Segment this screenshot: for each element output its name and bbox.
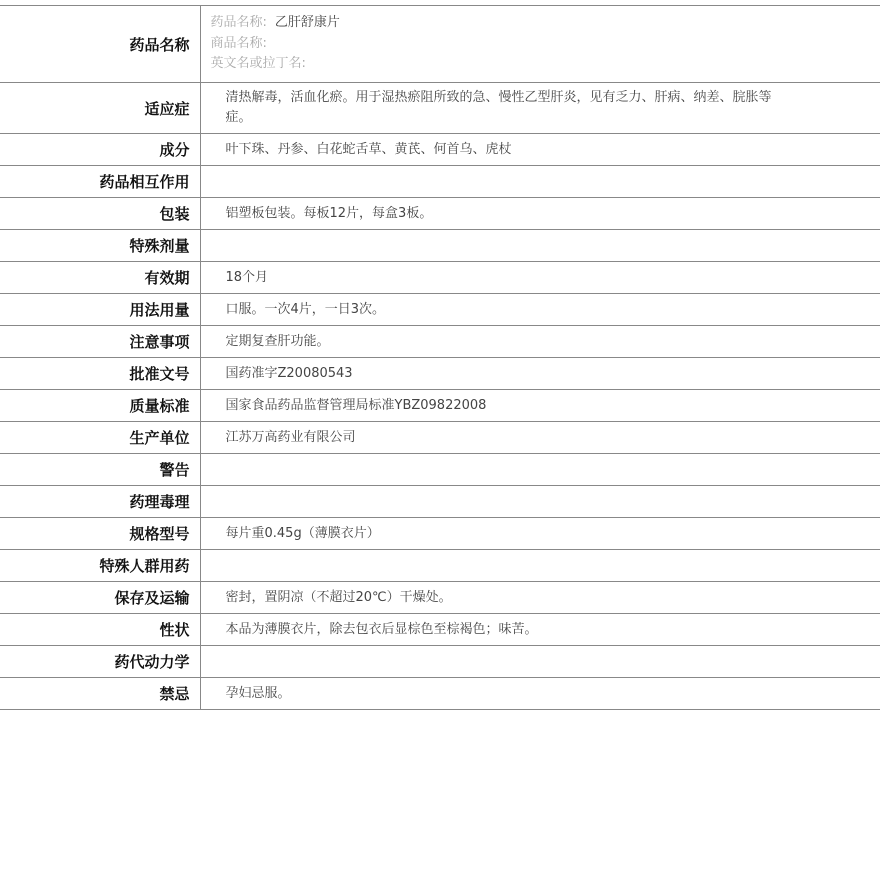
spec-value: 密封，置阴凉（不超过20℃）干燥处。 [225,589,452,605]
spec-row-description [0,614,880,646]
spec-row-pharmacokinetics [0,646,880,678]
spec-row-special-dosage [0,230,880,262]
drug-spec-table [0,5,880,710]
spec-row-contraindications [0,678,880,710]
spec-label: 药代动力学 [0,646,200,678]
spec-row-ingredients [0,134,880,166]
spec-row-manufacturer [0,422,880,454]
spec-label: 用法用量 [0,294,200,326]
spec-label: 适应症 [0,83,200,134]
spec-value [200,486,880,518]
spec-value: 本品为薄膜衣片，除去包衣后显棕色至棕褐色；味苦。 [225,621,538,637]
spec-row-indication [0,83,880,134]
spec-value [200,454,880,486]
spec-row-approval-number [0,358,880,390]
spec-label: 包装 [0,198,200,230]
spec-label: 药品名称 [0,6,200,83]
spec-label: 特殊人群用药 [0,550,200,582]
spec-label: 有效期 [0,262,200,294]
spec-row-usage-dosage [0,294,880,326]
spec-value: 每片重0.45g（薄膜衣片） [225,525,380,541]
spec-value: 国药准字Z20080543 [225,365,353,381]
spec-value: 国家食品药品监督管理局标准YBZ09822008 [225,397,487,413]
drug-name-block [200,6,880,83]
spec-row-shelf-life [0,262,880,294]
spec-label: 规格型号 [0,518,200,550]
spec-value: 18个月 [225,269,269,285]
spec-label: 质量标准 [0,390,200,422]
generic-name-value: 乙肝舒康片 [274,15,340,31]
spec-value: 口服。一次4片，一日3次。 [225,301,386,317]
spec-label: 药理毒理 [0,486,200,518]
spec-label: 特殊剂量 [0,230,200,262]
spec-value: 铝塑板包装。每板12片，每盒3板。 [225,205,433,221]
spec-value: 叶下珠、丹参、白花蛇舌草、黄芪、何首乌、虎杖 [225,141,512,157]
generic-name-key: 药品名称: [210,15,267,31]
spec-row-precautions [0,326,880,358]
spec-row-drug-name [0,6,880,83]
spec-label: 注意事项 [0,326,200,358]
trade-name-line [211,34,791,55]
spec-label: 性状 [0,614,200,646]
spec-row-specification [0,518,880,550]
spec-label: 药品相互作用 [0,166,200,198]
spec-row-interactions [0,166,880,198]
generic-name-line [211,13,791,34]
spec-row-special-populations [0,550,880,582]
spec-value: 江苏万高药业有限公司 [225,429,356,445]
spec-value [200,550,880,582]
spec-label: 批准文号 [0,358,200,390]
spec-value [200,646,880,678]
spec-row-quality-standard [0,390,880,422]
spec-row-packaging [0,198,880,230]
spec-value [200,166,880,198]
spec-row-storage-transport [0,582,880,614]
spec-value: 清热解毒，活血化瘀。用于湿热瘀阻所致的急、慢性乙型肝炎，见有乏力、肝病、纳差、脘胀等症。 [225,90,772,125]
spec-label: 生产单位 [0,422,200,454]
spec-label: 禁忌 [0,678,200,710]
english-name-line [211,54,791,75]
spec-row-pharmacology [0,486,880,518]
spec-value: 孕妇忌服。 [225,685,291,701]
spec-row-warning [0,454,880,486]
english-name-key: 英文名或拉丁名: [210,56,306,72]
trade-name-key: 商品名称: [210,35,267,51]
spec-label: 成分 [0,134,200,166]
spec-value [200,230,880,262]
spec-label: 警告 [0,454,200,486]
spec-value: 定期复查肝功能。 [225,333,330,349]
spec-label: 保存及运输 [0,582,200,614]
